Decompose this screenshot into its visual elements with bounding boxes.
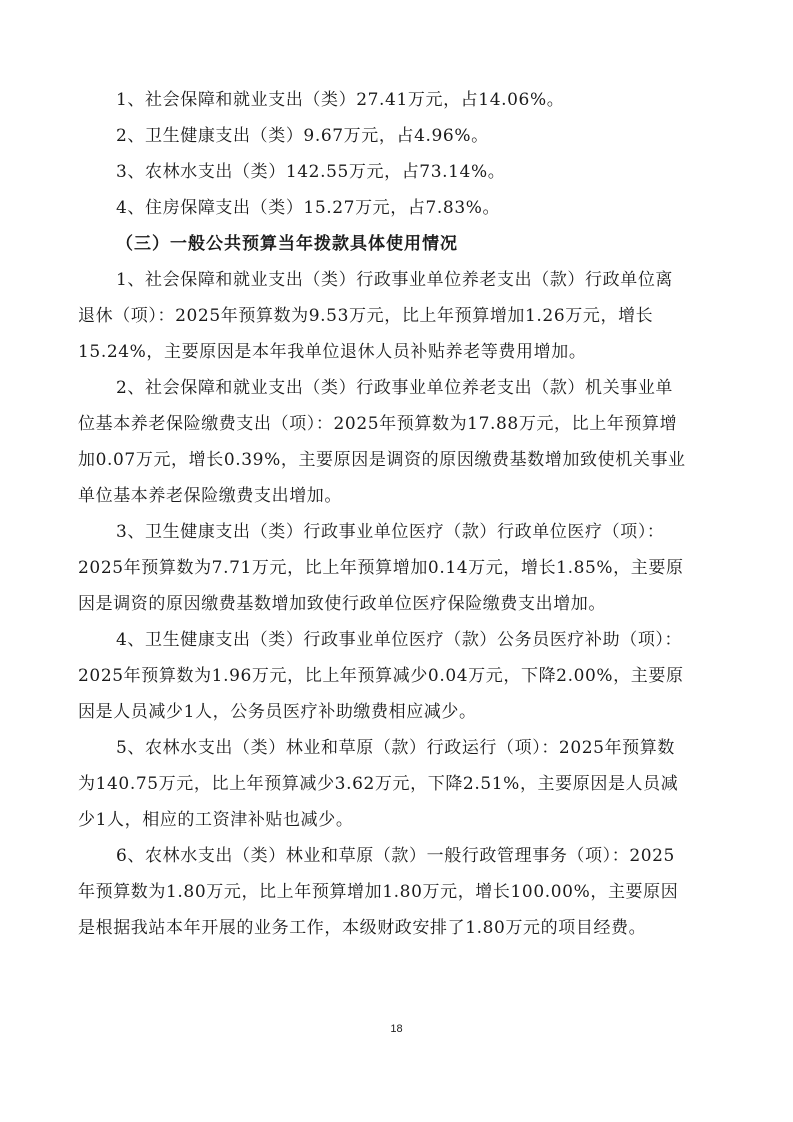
paragraph-line: 因是调资的原因缴费基数增加致使行政单位医疗保险缴费支出增加。 bbox=[78, 594, 606, 614]
paragraph bbox=[78, 514, 712, 622]
paragraph-line: 加0.07万元，增长0.39%，主要原因是调资的原因缴费基数增加致使机关事业 bbox=[78, 450, 686, 470]
list-item: 4、住房保障支出（类）15.27万元，占7.83%。 bbox=[116, 198, 501, 218]
paragraph-line: 5、农林水支出（类）林业和草原（款）行政运行（项）：2025年预算数 bbox=[116, 738, 675, 758]
paragraph-line: 年预算数为1.80万元，比上年预算增加1.80万元，增长100.00%，主要原因 bbox=[78, 882, 679, 902]
page-number: 18 bbox=[390, 1023, 403, 1035]
expenditure-list bbox=[78, 82, 712, 226]
paragraph-line: 为140.75万元，比上年预算减少3.62万元，下降2.51%，主要原因是人员减 bbox=[78, 774, 679, 794]
list-item: 1、社会保障和就业支出（类）27.41万元，占14.06%。 bbox=[116, 90, 565, 110]
paragraph-line: 2、社会保障和就业支出（类）行政事业单位养老支出（款）机关事业单 bbox=[116, 378, 674, 398]
paragraph-line: 单位基本养老保险缴费支出增加。 bbox=[78, 486, 342, 506]
paragraph-line: 1、社会保障和就业支出（类）行政事业单位养老支出（款）行政单位离 bbox=[116, 270, 674, 290]
paragraph-line: 位基本养老保险缴费支出（项）：2025年预算数为17.88万元，比上年预算增 bbox=[78, 414, 678, 434]
paragraph bbox=[78, 838, 712, 946]
paragraph bbox=[78, 370, 712, 514]
page-content bbox=[78, 82, 712, 946]
paragraph-line: 少1人，相应的工资津补贴也减少。 bbox=[78, 810, 354, 830]
paragraph-line: 是根据我站本年开展的业务工作，本级财政安排了1.80万元的项目经费。 bbox=[78, 918, 647, 938]
list-item: 2、卫生健康支出（类）9.67万元，占4.96%。 bbox=[116, 126, 489, 146]
paragraph-line: 因是人员减少1人，公务员医疗补助缴费相应减少。 bbox=[78, 702, 477, 722]
paragraph-line: 退休（项）：2025年预算数为9.53万元，比上年预算增加1.26万元，增长 bbox=[78, 306, 654, 326]
paragraph-line: 6、农林水支出（类）林业和草原（款）一般行政管理事务（项）：2025 bbox=[116, 846, 675, 866]
paragraph-line: 4、卫生健康支出（类）行政事业单位医疗（款）公务员医疗补助（项）： bbox=[116, 630, 683, 650]
paragraph bbox=[78, 622, 712, 730]
section-heading: （三）一般公共预算当年拨款具体使用情况 bbox=[116, 234, 458, 254]
paragraph bbox=[78, 730, 712, 838]
paragraph-line: 2025年预算数为1.96万元，比上年预算减少0.04万元，下降2.00%，主要原 bbox=[78, 666, 684, 686]
paragraph-line: 3、卫生健康支出（类）行政事业单位医疗（款）行政单位医疗（项）： bbox=[116, 522, 665, 542]
paragraph-line: 15.24%，主要原因是本年我单位退休人员补贴养老等费用增加。 bbox=[78, 342, 587, 362]
list-item: 3、农林水支出（类）142.55万元，占73.14%。 bbox=[116, 162, 506, 182]
paragraph bbox=[78, 262, 712, 370]
paragraph-line: 2025年预算数为7.71万元，比上年预算增加0.14万元，增长1.85%，主要原 bbox=[78, 558, 684, 578]
